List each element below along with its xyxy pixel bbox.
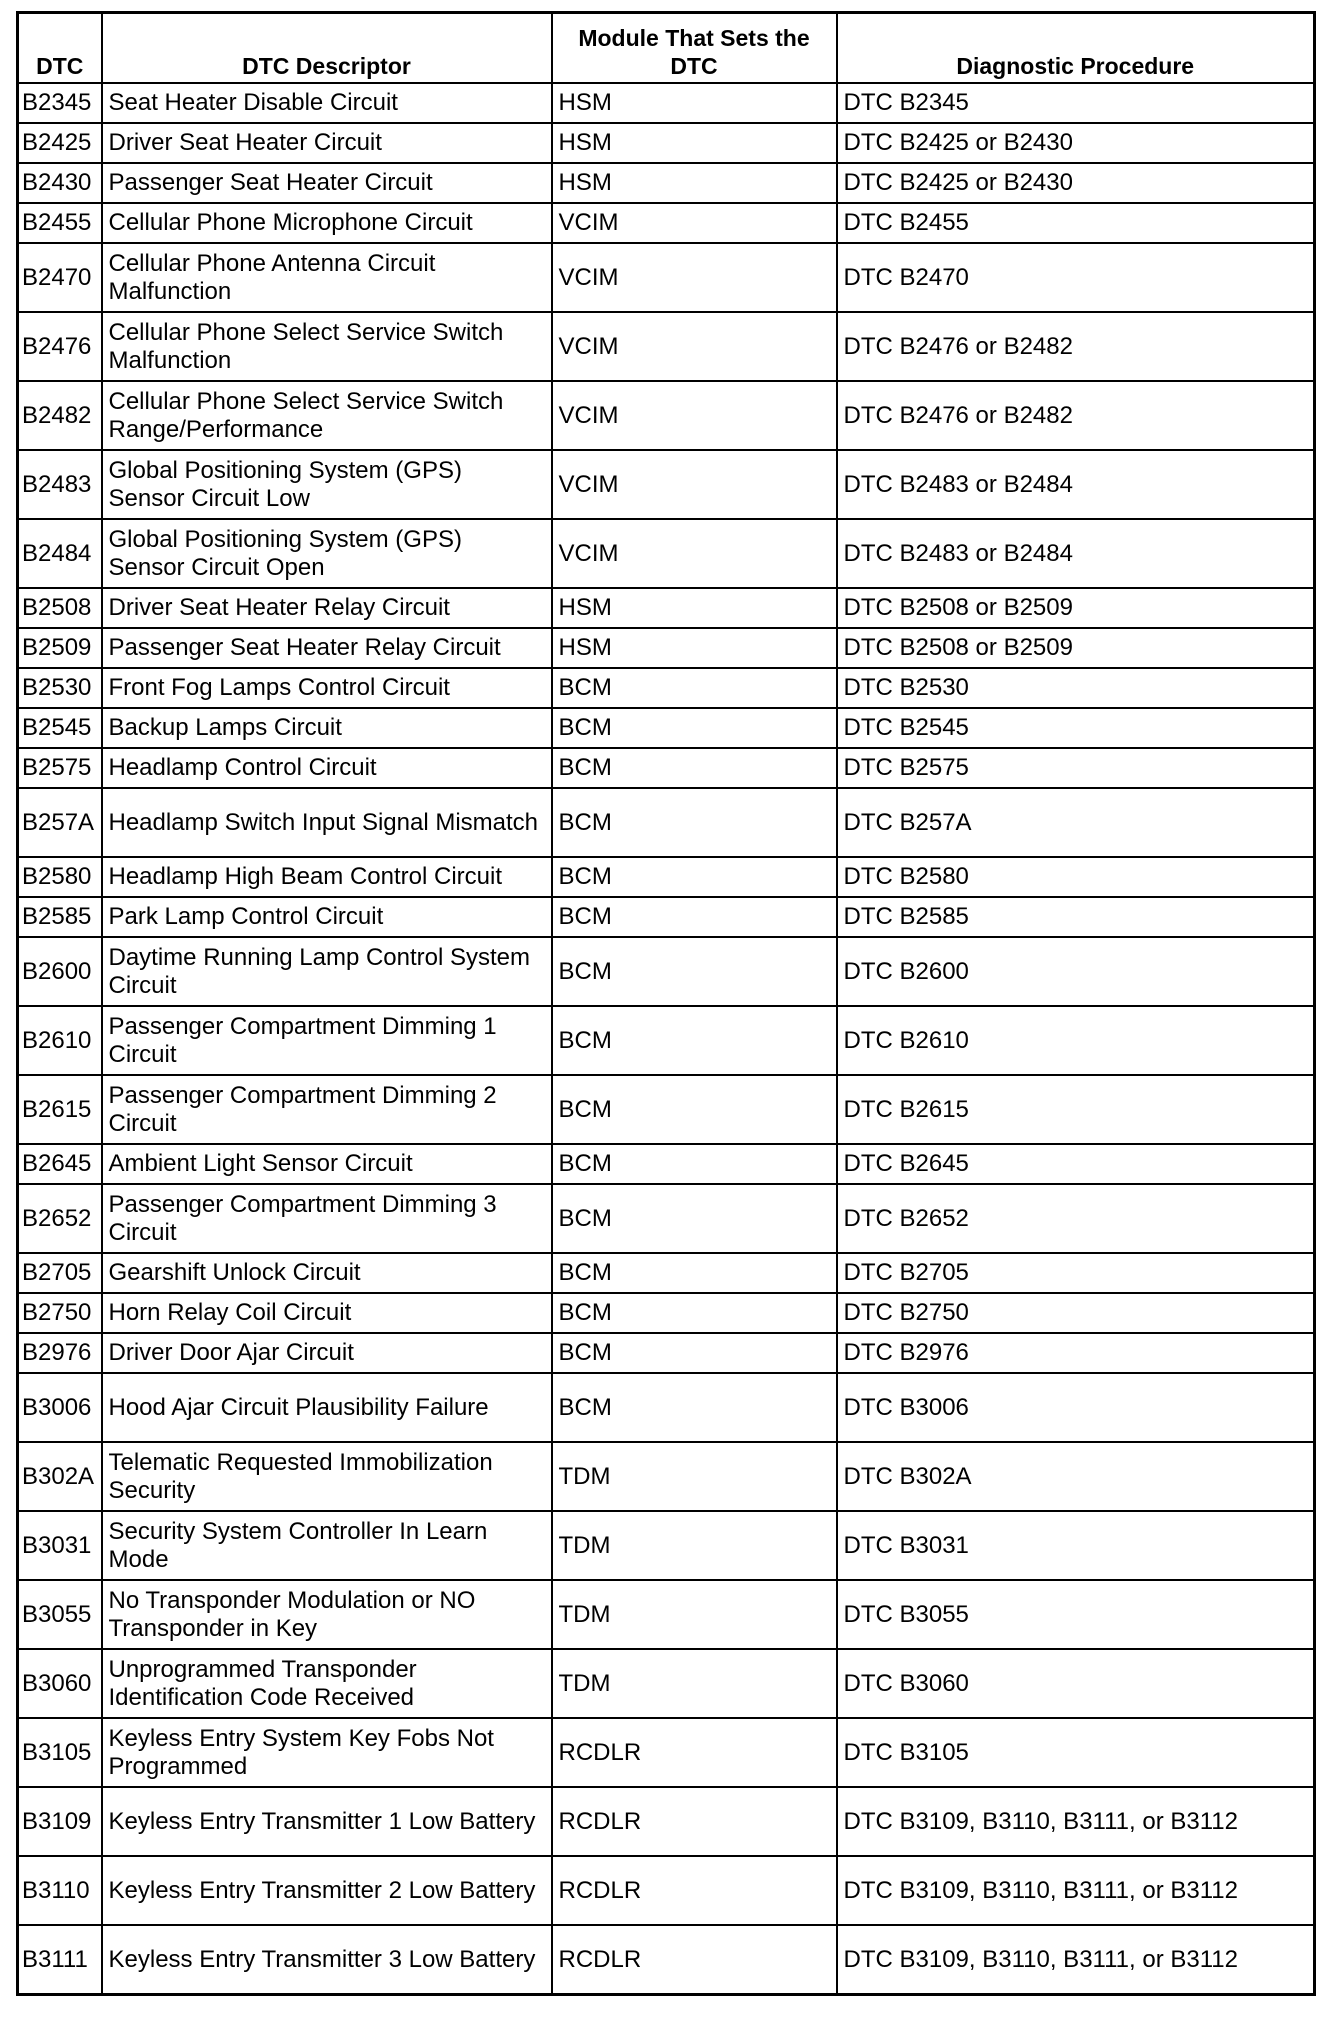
cell-module: TDM — [552, 1649, 837, 1718]
cell-procedure: DTC B3031 — [837, 1511, 1315, 1580]
cell-descriptor: Cellular Phone Antenna Circuit Malfunction — [102, 243, 552, 312]
header-module: Module That Sets the DTC — [552, 13, 837, 84]
cell-procedure: DTC B3109, B3110, B3111, or B3112 — [837, 1856, 1315, 1925]
table-row — [18, 628, 1315, 668]
cell-module: BCM — [552, 1184, 837, 1253]
table-row — [18, 1787, 1315, 1856]
cell-descriptor: Cellular Phone Select Service Switch Malfunction — [102, 312, 552, 381]
cell-module: RCDLR — [552, 1856, 837, 1925]
cell-descriptor: Driver Door Ajar Circuit — [102, 1333, 552, 1373]
cell-procedure: DTC B2610 — [837, 1006, 1315, 1075]
cell-module: HSM — [552, 123, 837, 163]
header-dtc: DTC — [18, 13, 102, 84]
cell-dtc: B2600 — [18, 937, 102, 1006]
cell-dtc: B2545 — [18, 708, 102, 748]
table-row — [18, 1925, 1315, 1995]
cell-descriptor: Driver Seat Heater Relay Circuit — [102, 588, 552, 628]
cell-module: HSM — [552, 588, 837, 628]
cell-dtc: B2645 — [18, 1144, 102, 1184]
cell-module: HSM — [552, 163, 837, 203]
table-row — [18, 668, 1315, 708]
cell-module: RCDLR — [552, 1718, 837, 1787]
cell-procedure: DTC B2750 — [837, 1293, 1315, 1333]
cell-procedure: DTC B2600 — [837, 937, 1315, 1006]
cell-descriptor: Keyless Entry Transmitter 1 Low Battery — [102, 1787, 552, 1856]
cell-dtc: B2455 — [18, 203, 102, 243]
cell-module: BCM — [552, 857, 837, 897]
table-row — [18, 203, 1315, 243]
cell-module: TDM — [552, 1580, 837, 1649]
cell-dtc: B2976 — [18, 1333, 102, 1373]
table-row — [18, 83, 1315, 123]
header-procedure: Diagnostic Procedure — [837, 13, 1315, 84]
cell-descriptor: Gearshift Unlock Circuit — [102, 1253, 552, 1293]
table-row — [18, 1442, 1315, 1511]
cell-procedure: DTC B2508 or B2509 — [837, 588, 1315, 628]
cell-descriptor: Headlamp High Beam Control Circuit — [102, 857, 552, 897]
cell-module: VCIM — [552, 312, 837, 381]
cell-descriptor: Keyless Entry Transmitter 3 Low Battery — [102, 1925, 552, 1995]
cell-dtc: B3110 — [18, 1856, 102, 1925]
cell-procedure: DTC B3060 — [837, 1649, 1315, 1718]
cell-module: BCM — [552, 897, 837, 937]
cell-dtc: B257A — [18, 788, 102, 857]
table-row — [18, 1253, 1315, 1293]
table-row — [18, 748, 1315, 788]
cell-dtc: B3109 — [18, 1787, 102, 1856]
table-row — [18, 708, 1315, 748]
cell-dtc: B3060 — [18, 1649, 102, 1718]
cell-module: TDM — [552, 1442, 837, 1511]
cell-descriptor: Cellular Phone Select Service Switch Range/Performance — [102, 381, 552, 450]
cell-descriptor: Passenger Seat Heater Circuit — [102, 163, 552, 203]
cell-descriptor: Passenger Compartment Dimming 3 Circuit — [102, 1184, 552, 1253]
cell-procedure: DTC B3105 — [837, 1718, 1315, 1787]
cell-module: BCM — [552, 1006, 837, 1075]
cell-module: BCM — [552, 937, 837, 1006]
cell-descriptor: Global Positioning System (GPS) Sensor Circuit Low — [102, 450, 552, 519]
cell-dtc: B3006 — [18, 1373, 102, 1442]
cell-descriptor: Cellular Phone Microphone Circuit — [102, 203, 552, 243]
cell-module: VCIM — [552, 203, 837, 243]
cell-dtc: B2476 — [18, 312, 102, 381]
cell-procedure: DTC B3109, B3110, B3111, or B3112 — [837, 1787, 1315, 1856]
table-row — [18, 381, 1315, 450]
cell-procedure: DTC B2530 — [837, 668, 1315, 708]
table-row — [18, 450, 1315, 519]
cell-dtc: B2509 — [18, 628, 102, 668]
table-header — [18, 13, 1315, 84]
table-row — [18, 1649, 1315, 1718]
cell-module: TDM — [552, 1511, 837, 1580]
cell-dtc: B2610 — [18, 1006, 102, 1075]
cell-procedure: DTC B2976 — [837, 1333, 1315, 1373]
table-row — [18, 312, 1315, 381]
cell-dtc: B3111 — [18, 1925, 102, 1995]
cell-module: BCM — [552, 1293, 837, 1333]
table-row — [18, 1075, 1315, 1144]
cell-module: BCM — [552, 668, 837, 708]
table-row — [18, 519, 1315, 588]
cell-procedure: DTC B2455 — [837, 203, 1315, 243]
cell-procedure: DTC B2476 or B2482 — [837, 312, 1315, 381]
cell-descriptor: No Transponder Modulation or NO Transponder in Key — [102, 1580, 552, 1649]
cell-module: VCIM — [552, 519, 837, 588]
table-row — [18, 788, 1315, 857]
cell-procedure: DTC B2483 or B2484 — [837, 519, 1315, 588]
cell-procedure: DTC B302A — [837, 1442, 1315, 1511]
cell-descriptor: Daytime Running Lamp Control System Circuit — [102, 937, 552, 1006]
cell-dtc: B2508 — [18, 588, 102, 628]
cell-procedure: DTC B2508 or B2509 — [837, 628, 1315, 668]
cell-descriptor: Unprogrammed Transponder Identification Code Received — [102, 1649, 552, 1718]
cell-descriptor: Ambient Light Sensor Circuit — [102, 1144, 552, 1184]
table-row — [18, 897, 1315, 937]
cell-descriptor: Passenger Compartment Dimming 1 Circuit — [102, 1006, 552, 1075]
cell-dtc: B2345 — [18, 83, 102, 123]
cell-module: BCM — [552, 1373, 837, 1442]
cell-procedure: DTC B2652 — [837, 1184, 1315, 1253]
table-row — [18, 1511, 1315, 1580]
cell-module: BCM — [552, 788, 837, 857]
cell-procedure: DTC B2545 — [837, 708, 1315, 748]
cell-descriptor: Park Lamp Control Circuit — [102, 897, 552, 937]
cell-descriptor: Horn Relay Coil Circuit — [102, 1293, 552, 1333]
cell-descriptor: Keyless Entry Transmitter 2 Low Battery — [102, 1856, 552, 1925]
table-row — [18, 163, 1315, 203]
cell-module: BCM — [552, 1075, 837, 1144]
cell-dtc: B3031 — [18, 1511, 102, 1580]
table-body — [18, 83, 1315, 1995]
cell-dtc: B2615 — [18, 1075, 102, 1144]
cell-procedure: DTC B2483 or B2484 — [837, 450, 1315, 519]
cell-module: RCDLR — [552, 1925, 837, 1995]
cell-procedure: DTC B2585 — [837, 897, 1315, 937]
cell-descriptor: Telematic Requested Immobilization Security — [102, 1442, 552, 1511]
cell-procedure: DTC B2476 or B2482 — [837, 381, 1315, 450]
cell-dtc: B2575 — [18, 748, 102, 788]
cell-dtc: B2705 — [18, 1253, 102, 1293]
table-row — [18, 1580, 1315, 1649]
table-row — [18, 588, 1315, 628]
cell-dtc: B302A — [18, 1442, 102, 1511]
table-row — [18, 937, 1315, 1006]
cell-procedure: DTC B2705 — [837, 1253, 1315, 1293]
table-row — [18, 123, 1315, 163]
cell-module: RCDLR — [552, 1787, 837, 1856]
cell-procedure: DTC B2580 — [837, 857, 1315, 897]
cell-procedure: DTC B3006 — [837, 1373, 1315, 1442]
cell-procedure: DTC B2575 — [837, 748, 1315, 788]
cell-dtc: B2530 — [18, 668, 102, 708]
cell-dtc: B2430 — [18, 163, 102, 203]
cell-descriptor: Seat Heater Disable Circuit — [102, 83, 552, 123]
cell-descriptor: Passenger Compartment Dimming 2 Circuit — [102, 1075, 552, 1144]
cell-module: HSM — [552, 628, 837, 668]
cell-descriptor: Keyless Entry System Key Fobs Not Programmed — [102, 1718, 552, 1787]
cell-procedure: DTC B3055 — [837, 1580, 1315, 1649]
table-row — [18, 1333, 1315, 1373]
cell-descriptor: Front Fog Lamps Control Circuit — [102, 668, 552, 708]
header-descriptor: DTC Descriptor — [102, 13, 552, 84]
cell-dtc: B2483 — [18, 450, 102, 519]
cell-dtc: B2484 — [18, 519, 102, 588]
cell-dtc: B2580 — [18, 857, 102, 897]
cell-module: HSM — [552, 83, 837, 123]
cell-dtc: B2750 — [18, 1293, 102, 1333]
cell-dtc: B2425 — [18, 123, 102, 163]
cell-descriptor: Security System Controller In Learn Mode — [102, 1511, 552, 1580]
cell-procedure: DTC B2345 — [837, 83, 1315, 123]
cell-procedure: DTC B2470 — [837, 243, 1315, 312]
table-row — [18, 857, 1315, 897]
cell-descriptor: Headlamp Control Circuit — [102, 748, 552, 788]
cell-descriptor: Driver Seat Heater Circuit — [102, 123, 552, 163]
cell-module: VCIM — [552, 381, 837, 450]
cell-module: BCM — [552, 1144, 837, 1184]
cell-module: VCIM — [552, 243, 837, 312]
table-row — [18, 1144, 1315, 1184]
cell-descriptor: Hood Ajar Circuit Plausibility Failure — [102, 1373, 552, 1442]
cell-descriptor: Global Positioning System (GPS) Sensor Circuit Open — [102, 519, 552, 588]
cell-module: VCIM — [552, 450, 837, 519]
header-row — [18, 13, 1315, 84]
table-row — [18, 1718, 1315, 1787]
dtc-table — [16, 11, 1316, 1996]
cell-module: BCM — [552, 748, 837, 788]
cell-procedure: DTC B2425 or B2430 — [837, 123, 1315, 163]
cell-procedure: DTC B2425 or B2430 — [837, 163, 1315, 203]
cell-procedure: DTC B2615 — [837, 1075, 1315, 1144]
cell-dtc: B2585 — [18, 897, 102, 937]
table-row — [18, 1184, 1315, 1253]
cell-dtc: B3055 — [18, 1580, 102, 1649]
cell-procedure: DTC B257A — [837, 788, 1315, 857]
cell-procedure: DTC B2645 — [837, 1144, 1315, 1184]
cell-procedure: DTC B3109, B3110, B3111, or B3112 — [837, 1925, 1315, 1995]
cell-module: BCM — [552, 708, 837, 748]
table-row — [18, 1373, 1315, 1442]
cell-dtc: B2652 — [18, 1184, 102, 1253]
cell-module: BCM — [552, 1333, 837, 1373]
cell-module: BCM — [552, 1253, 837, 1293]
table-row — [18, 1293, 1315, 1333]
cell-descriptor: Passenger Seat Heater Relay Circuit — [102, 628, 552, 668]
table-row — [18, 1856, 1315, 1925]
table-row — [18, 243, 1315, 312]
cell-dtc: B2470 — [18, 243, 102, 312]
cell-descriptor: Backup Lamps Circuit — [102, 708, 552, 748]
table-row — [18, 1006, 1315, 1075]
cell-dtc: B3105 — [18, 1718, 102, 1787]
cell-dtc: B2482 — [18, 381, 102, 450]
cell-descriptor: Headlamp Switch Input Signal Mismatch — [102, 788, 552, 857]
